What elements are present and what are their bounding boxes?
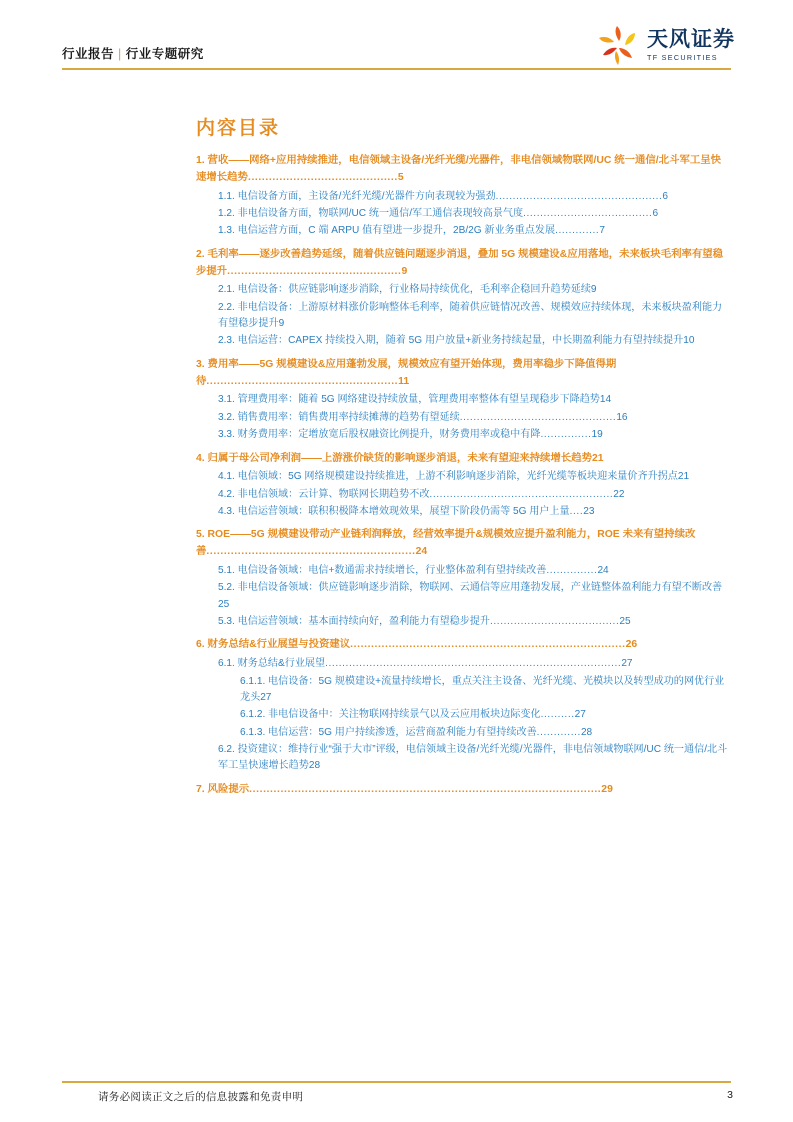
toc-page-number: 23 xyxy=(583,506,595,518)
toc-entry-label: 6.1. 财务总结&行业展望 xyxy=(218,658,326,670)
toc-entry-label: 4.2. 非电信领域：云计算、物联网长期趋势不改 xyxy=(218,488,430,500)
toc-page-number: 9 xyxy=(278,318,285,330)
toc-page-number: 14 xyxy=(599,394,612,406)
toc-leader-dots: ....................................................... xyxy=(206,375,399,387)
breadcrumb-subcategory: 行业专题研究 xyxy=(125,47,204,61)
toc-entry-label: 6.1.2. 非电信设备中：关注物联网持续景气以及云应用板块边际变化 xyxy=(240,709,541,721)
toc-page-number: 6 xyxy=(662,190,669,202)
toc-entry[interactable] xyxy=(196,300,731,333)
toc-entry[interactable] xyxy=(196,725,731,741)
header-breadcrumb xyxy=(62,44,204,62)
toc-leader-dots: ...................................... xyxy=(489,616,620,628)
toc-entry-label: 3.3. 财务费用率：定增放宽后股权融资比例提升，财务费用率或稳中有降 xyxy=(218,429,541,441)
footer-disclaimer: 请务必阅读正文之后的信息披露和免责申明 xyxy=(98,1091,304,1103)
tf-securities-logo-icon xyxy=(597,24,639,66)
toc-page-number: 29 xyxy=(601,783,613,795)
toc-entry-label: 4.1. 电信领域：5G 网络规模建设持续推进，上游不利影响逐步消除，光纤光缆等板块迎来量价齐升拐点 xyxy=(218,471,678,483)
toc-entry-label: 5.1. 电信设备领域：电信+数通需求持续增长，行业整体盈利有望持续改善 xyxy=(218,565,547,577)
toc-page-number: 28 xyxy=(308,760,321,772)
toc-leader-dots: ............................................................................... xyxy=(350,639,626,651)
toc-entry-label: 5.2. 非电信设备领域：供应链影响逐步消除，物联网、云通信等应用蓬勃发展，产业链整体盈利能力有望不断改善 xyxy=(218,582,723,594)
toc-entry[interactable] xyxy=(196,504,731,520)
toc-entry[interactable] xyxy=(196,247,731,281)
table-of-contents xyxy=(196,146,731,801)
toc-entry[interactable] xyxy=(196,469,731,485)
toc-entry[interactable] xyxy=(196,487,731,503)
toc-entry[interactable] xyxy=(196,282,731,298)
toc-entry-label: 2.3. 电信运营：CAPEX 持续投入期，随着 5G 用户放量+新业务持续起量，中长期盈利能力有望持续提升 xyxy=(218,335,684,347)
toc-entry[interactable] xyxy=(196,333,731,349)
toc-page-number: 28 xyxy=(580,726,593,738)
toc-leader-dots: ........................................... xyxy=(247,171,398,183)
toc-leader-dots: .............................................. xyxy=(459,411,617,423)
toc-page-number: 27 xyxy=(260,691,272,703)
toc-page-number: 25 xyxy=(218,598,230,610)
toc-leader-dots: ............... xyxy=(540,429,592,441)
toc-leader-dots: ..................................................................................................... xyxy=(249,783,602,795)
toc-leader-dots: ....................................................................................... xyxy=(325,658,622,670)
toc-entry[interactable] xyxy=(196,357,731,391)
toc-page-number: 24 xyxy=(597,565,609,577)
toc-entry-label: 6.1.1. 电信设备：5G 规模建设+流量持续增长，重点关注主设备、光纤光缆、光模块以及转型成功的网优行业龙头 xyxy=(240,675,725,703)
toc-page-number: 9 xyxy=(590,284,597,296)
toc-entry-label: 5.3. 电信运营领域：基本面持续向好，盈利能力有望稳步提升 xyxy=(218,616,490,628)
breadcrumb-separator: | xyxy=(118,47,122,61)
toc-page-number: 19 xyxy=(591,429,603,441)
logo-name-en: TF SECURITIES xyxy=(647,52,718,62)
toc-entry[interactable] xyxy=(196,223,731,239)
toc-entry-label: 2. 毛利率——逐步改善趋势延绥，随着供应链问题逐步消退，叠加 5G 规模建设&应用落地，未来板块毛利率有望稳步提升 xyxy=(196,248,724,277)
toc-page-number: 6 xyxy=(652,208,659,220)
footer-page-number: 3 xyxy=(727,1089,733,1101)
page-title: 内容目录 xyxy=(196,118,281,139)
toc-page-number: 24 xyxy=(415,546,428,558)
toc-entry-label: 3. 费用率——5G 规模建设&应用蓬勃发展，规模效应有望开始体现，费用率稳步下降值得期待 xyxy=(196,358,617,387)
toc-entry[interactable] xyxy=(196,614,731,630)
toc-leader-dots: .................................................. xyxy=(227,265,402,277)
toc-page-number: 25 xyxy=(619,616,631,628)
toc-entry-label: 6.1.3. 电信运营：5G 用户持续渗透，运营商盈利能力有望持续改善 xyxy=(240,726,537,738)
toc-page-number: 26 xyxy=(625,639,638,651)
toc-entry[interactable] xyxy=(196,527,731,561)
toc-leader-dots: .......... xyxy=(540,709,575,721)
toc-entry[interactable] xyxy=(196,580,731,613)
toc-entry-label: 1.1. 电信设备方面，主设备/光纤光缆/光器件方向表现较为强劲 xyxy=(218,190,496,202)
company-logo xyxy=(597,24,735,66)
toc-page-number: 11 xyxy=(398,375,410,387)
breadcrumb-category: 行业报告 xyxy=(62,47,115,61)
toc-entry-label: 4. 归属于母公司净利润——上游涨价缺货的影响逐步消退，未来有望迎来持续增长趋势 xyxy=(196,452,593,464)
toc-page-number: 27 xyxy=(574,709,586,721)
toc-entry[interactable] xyxy=(196,392,731,408)
toc-page-number: 7 xyxy=(599,225,605,237)
toc-leader-dots: ............. xyxy=(536,726,581,738)
page-header xyxy=(0,0,793,88)
toc-page-number: 21 xyxy=(592,452,604,464)
toc-entry-label: 1.2. 非电信设备方面，物联网/UC 统一通信/军工通信表现较高景气度 xyxy=(218,208,524,220)
toc-leader-dots: ............. xyxy=(555,225,600,237)
toc-page-number: 5 xyxy=(397,171,404,183)
toc-leader-dots: ...................................... xyxy=(523,208,653,220)
toc-leader-dots: ................................................. xyxy=(495,190,663,202)
toc-entry[interactable] xyxy=(196,637,731,654)
footer-divider xyxy=(62,1081,731,1083)
toc-entry[interactable] xyxy=(196,427,731,443)
toc-entry-label: 3.1. 管理费用率：随着 5G 网络建设持续放量，管理费用率整体有望呈现稳步下降趋势 xyxy=(218,394,600,406)
toc-entry-label: 6. 财务总结&行业展望与投资建议 xyxy=(196,639,351,651)
toc-page-number: 27 xyxy=(621,658,633,670)
toc-leader-dots: ............... xyxy=(546,565,598,577)
toc-entry-label: 5. ROE——5G 规模建设带动产业链利润释放，经营效率提升&规模效应提升盈利能力，ROE 未来有望持续改善 xyxy=(196,529,696,558)
toc-entry[interactable] xyxy=(196,451,731,468)
toc-leader-dots: ...................................................... xyxy=(429,488,614,500)
toc-entry[interactable] xyxy=(196,707,731,723)
toc-entry[interactable] xyxy=(196,656,731,672)
toc-entry[interactable] xyxy=(196,674,731,707)
toc-entry-label: 2.1. 电信设备：供应链影响逐步消除，行业格局持续优化，毛利率企稳回升趋势延续 xyxy=(218,284,591,296)
toc-leader-dots: .... xyxy=(569,506,584,518)
toc-entry[interactable] xyxy=(196,206,731,222)
toc-entry[interactable] xyxy=(196,410,731,426)
toc-page-number: 9 xyxy=(401,265,408,277)
toc-page-number: 16 xyxy=(616,411,628,423)
toc-entry[interactable] xyxy=(196,742,731,775)
logo-name-cn: 天风证券 xyxy=(647,27,735,51)
toc-entry-label: 2.2. 非电信设备：上游原材料涨价影响整体毛利率，随着供应链情况改善、规模效应持续体现，未来板块盈利能力有望稳步提升 xyxy=(218,301,723,330)
toc-entry-label: 7. 风险提示 xyxy=(196,783,250,795)
toc-leader-dots: ............................................................ xyxy=(206,546,416,558)
toc-entry[interactable] xyxy=(196,189,731,205)
toc-entry-label: 4.3. 电信运营领域：联积积极降本增效现效果，展望下阶段仍需等 5G 用户上量 xyxy=(218,506,570,518)
header-divider xyxy=(62,68,731,70)
toc-entry-label: 1. 营收——网络+应用持续推进，电信领域主设备/光纤光缆/光器件，非电信领域物联网/UC 统一通信/北斗军工呈快速增长趋势 xyxy=(196,155,722,183)
toc-entry-label: 6.2. 投资建议：维持行业“强于大市”评级，电信领域主设备/光纤光缆/光器件，非电信领域物联网/UC 统一通信/北斗军工呈快速增长趋势 xyxy=(218,744,728,772)
toc-page-number: 22 xyxy=(613,488,625,500)
logo-text xyxy=(647,29,735,61)
toc-entry[interactable] xyxy=(196,563,731,579)
toc-entry[interactable] xyxy=(196,153,731,187)
toc-page-number: 21 xyxy=(677,471,690,483)
toc-page-number: 10 xyxy=(683,335,695,347)
toc-entry-label: 3.2. 销售费用率：销售费用率持续摊薄的趋势有望延续 xyxy=(218,411,460,423)
toc-entry[interactable] xyxy=(196,782,731,799)
toc-entry-label: 1.3. 电信运营方面，C 端 ARPU 值有望进一步提升，2B/2G 新业务重点发展 xyxy=(218,225,556,237)
